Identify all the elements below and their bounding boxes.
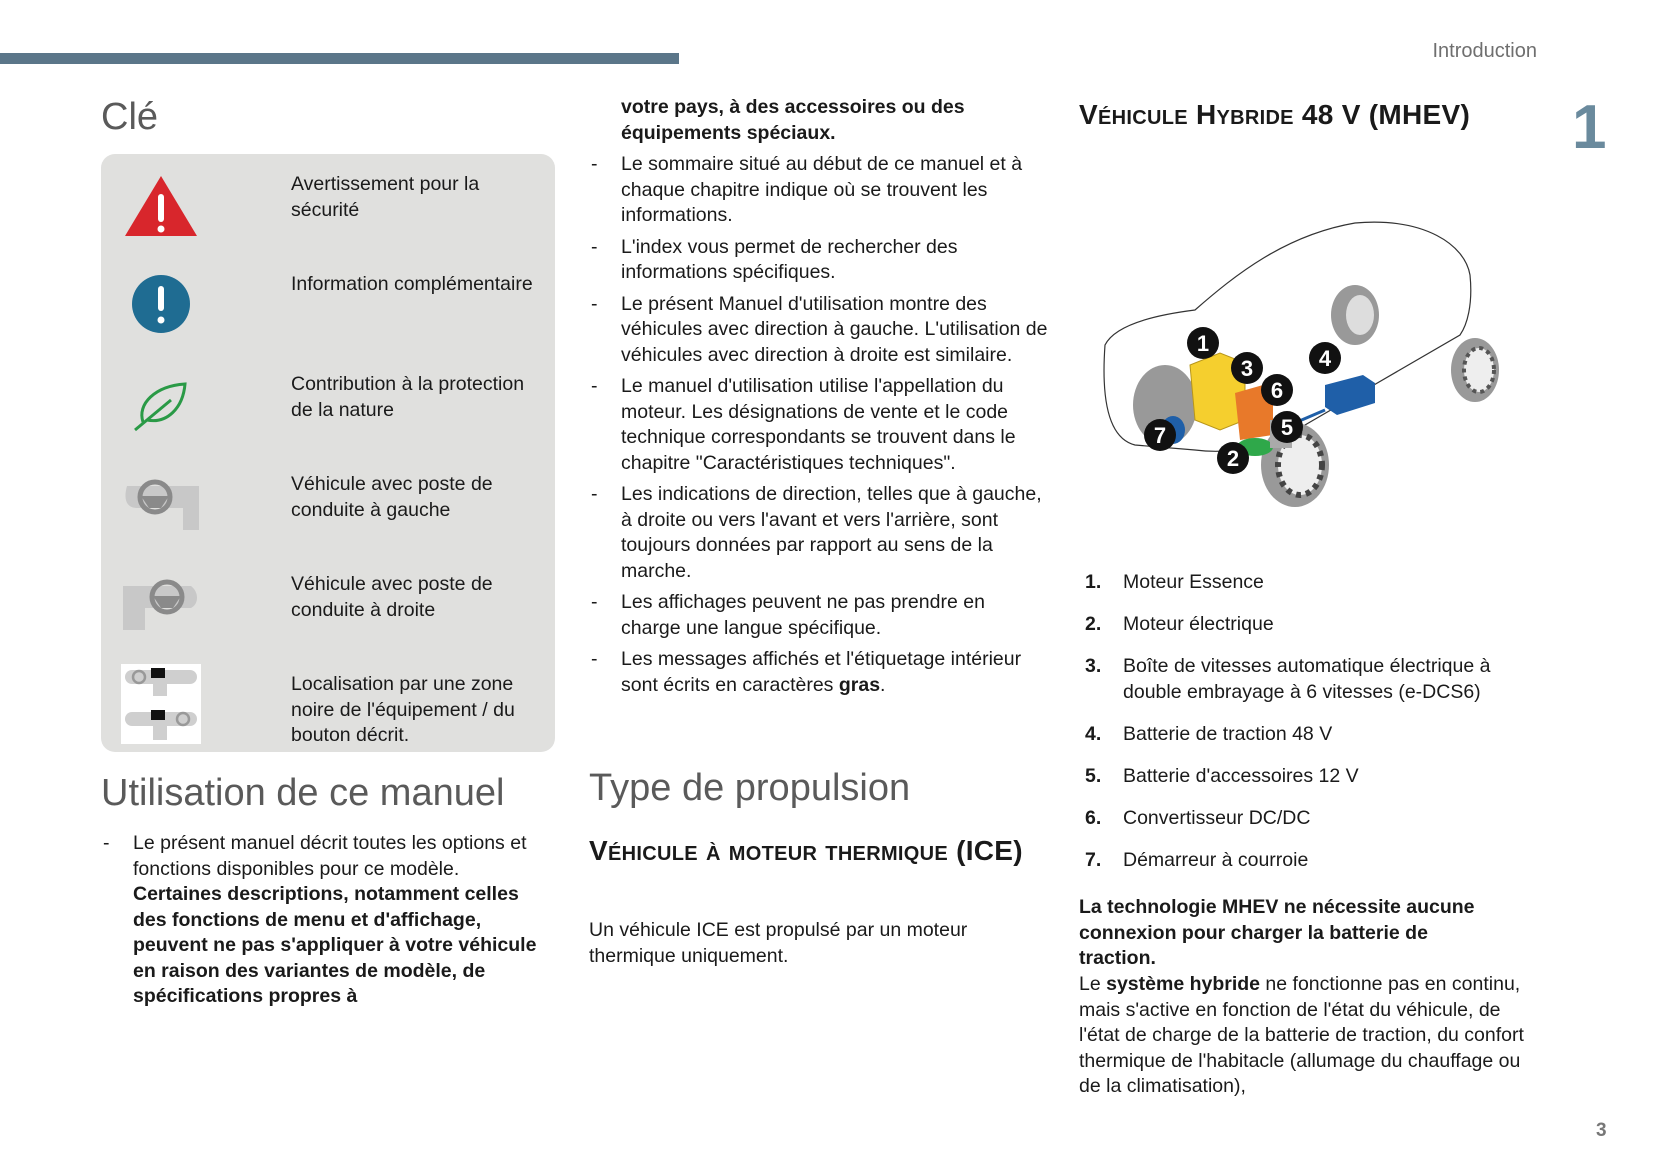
- item-number: 4.: [1085, 722, 1102, 745]
- chapter-number: 1: [1572, 93, 1607, 162]
- item-text: Le présent Manuel d'utilisation montre des véhicules avec direction à gauche. L'utilisation de véhicules avec direction à droite est similaire.: [621, 292, 1048, 366]
- component-item: [1079, 764, 1539, 790]
- component-item: [1079, 612, 1539, 638]
- key-item: [101, 662, 555, 757]
- key-item: [101, 262, 555, 357]
- item-label: Démarreur à courroie: [1123, 848, 1309, 871]
- para-text: Le: [1079, 973, 1107, 995]
- key-item: [101, 162, 555, 257]
- right-hand-drive-icon: [121, 564, 201, 644]
- dash: -: [591, 483, 598, 505]
- usage-list: [101, 831, 551, 1016]
- dash: -: [591, 292, 598, 315]
- key-item-label: Véhicule avec poste de conduite à gauche: [291, 473, 493, 521]
- section-title: Introduction: [1432, 40, 1537, 62]
- callout-4: 4: [1318, 346, 1332, 371]
- item-text: Le présent manuel décrit toutes les options et fonctions disponibles pour ce modèle.: [133, 832, 527, 880]
- list-item: [589, 292, 1049, 369]
- item-label: Moteur Essence: [1123, 571, 1264, 593]
- left-hand-drive-icon: [121, 464, 201, 544]
- mhev-components-list: [1079, 570, 1539, 890]
- warning-triangle-icon: [121, 164, 201, 244]
- component-item: [1079, 848, 1539, 874]
- item-text: .: [880, 673, 886, 696]
- mhev-heading: Véhicule Hybride 48 V (MHEV): [1079, 99, 1471, 130]
- item-number: 5.: [1085, 764, 1102, 787]
- item-text: Les indications de direction, telles que à gauche, à droite ou vers l'avant et vers l'arrière, sont toujours données par rapport au sens de la marche.: [621, 483, 1042, 582]
- item-number: 7.: [1085, 848, 1102, 871]
- item-label: Boîte de vitesses automatique électrique à double embrayage à 6 vitesses (e-DCS6): [1123, 655, 1491, 703]
- list-item: [589, 647, 1049, 698]
- item-label: Batterie de traction 48 V: [1123, 722, 1333, 745]
- list-item: [589, 590, 1049, 641]
- item-label: Batterie d'accessoires 12 V: [1123, 764, 1359, 787]
- ice-text: Un véhicule ICE est propulsé par un moteur thermique uniquement.: [589, 919, 968, 967]
- key-item: [101, 462, 555, 557]
- item-number: 6.: [1085, 806, 1102, 829]
- key-item-label: Information complémentaire: [291, 273, 533, 295]
- item-text: Les affichages peuvent ne pas prendre en charge une langue spécifique.: [621, 591, 985, 639]
- rear-right-wheel-icon: [1451, 338, 1499, 402]
- callout-6: 6: [1270, 378, 1284, 403]
- callout-5: 5: [1280, 415, 1294, 440]
- callout-3: 3: [1240, 356, 1254, 381]
- list-item: [589, 152, 1049, 229]
- list-item: [101, 831, 551, 1010]
- key-legend-box: [101, 154, 555, 752]
- para-text-bold: système hybride: [1106, 973, 1261, 995]
- item-number: 1.: [1085, 571, 1102, 593]
- key-title: Clé: [101, 96, 159, 138]
- callout-1: 1: [1196, 331, 1210, 356]
- key-item-label: Avertissement pour la sécurité: [291, 173, 480, 221]
- dash: -: [591, 591, 598, 613]
- location-black-zone-icon: [121, 664, 201, 744]
- mhev-car-diagram: [1095, 215, 1515, 515]
- mhev-note: La technologie MHEV ne nécessite aucune connexion pour charger la batterie de traction.: [1079, 896, 1475, 969]
- para-text: ne fonctionne pas en continu, mais s'active en fonction de l'état du véhicule, de l'état de charge de la batterie de traction, du confort thermique de l'habitacle (allumage du chauffage ou de la climatisation),: [1079, 973, 1524, 1097]
- item-text: Le manuel d'utilisation utilise l'appellation du moteur. Les désignations de vente et le code technique correspondants se trouvent dans le chapitre "Caractéristiques techniques".: [621, 375, 1016, 474]
- component-item: [1079, 570, 1539, 596]
- list-item: [589, 235, 1049, 286]
- item-label: Moteur électrique: [1123, 613, 1274, 635]
- item-text: L'index vous permet de rechercher des informations spécifiques.: [621, 235, 958, 283]
- key-item: [101, 362, 555, 457]
- dash: -: [591, 375, 598, 397]
- component-item: [1079, 722, 1539, 748]
- key-item: [101, 562, 555, 657]
- callout-2: 2: [1226, 446, 1240, 471]
- rear-wheel-icon: [1331, 285, 1379, 345]
- mhev-paragraph: [1079, 972, 1529, 1100]
- list-item: [589, 482, 1049, 584]
- item-text-bold: Certaines descriptions, notamment celles des fonctions de menu et d'affichage, peuvent ne pas s'appliquer à votre véhicule en raison des variantes de modèle, de spécifications propres à: [133, 883, 537, 1007]
- propulsion-title: Type de propulsion: [589, 767, 911, 809]
- list-item: [589, 374, 1049, 476]
- key-item-label: Localisation par une zone noire de l'équipement / du bouton décrit.: [291, 673, 515, 746]
- dash: -: [103, 832, 110, 854]
- leaf-icon: [121, 364, 201, 444]
- ice-heading: Véhicule à moteur thermique (ICE): [589, 835, 1023, 866]
- key-item-label: Contribution à la protection de la nature: [291, 373, 525, 421]
- item-number: 3.: [1085, 655, 1102, 677]
- list-item-continuation: [589, 95, 1049, 146]
- item-text: Le sommaire situé au début de ce manuel et à chaque chapitre indique où se trouvent les informations.: [621, 153, 1023, 226]
- usage-list-continued: [589, 95, 1049, 704]
- item-text-bold: votre pays, à des accessoires ou des équipements spéciaux.: [621, 96, 965, 144]
- component-item: [1079, 806, 1539, 832]
- dash: -: [591, 153, 598, 175]
- item-number: 2.: [1085, 613, 1102, 635]
- item-text: Les messages affichés et l'étiquetage intérieur sont écrits en caractères: [621, 648, 1022, 696]
- page-number: 3: [1596, 1120, 1607, 1141]
- callout-7: 7: [1153, 423, 1167, 448]
- dash: -: [591, 235, 598, 258]
- item-text-bold: gras: [838, 673, 881, 696]
- component-item: [1079, 654, 1539, 705]
- info-circle-icon: [121, 264, 201, 344]
- key-item-label: Véhicule avec poste de conduite à droite: [291, 573, 493, 621]
- dash: -: [591, 648, 598, 670]
- header-accent-bar: [0, 53, 679, 64]
- usage-title: Utilisation de ce manuel: [101, 772, 505, 814]
- item-label: Convertisseur DC/DC: [1123, 806, 1311, 829]
